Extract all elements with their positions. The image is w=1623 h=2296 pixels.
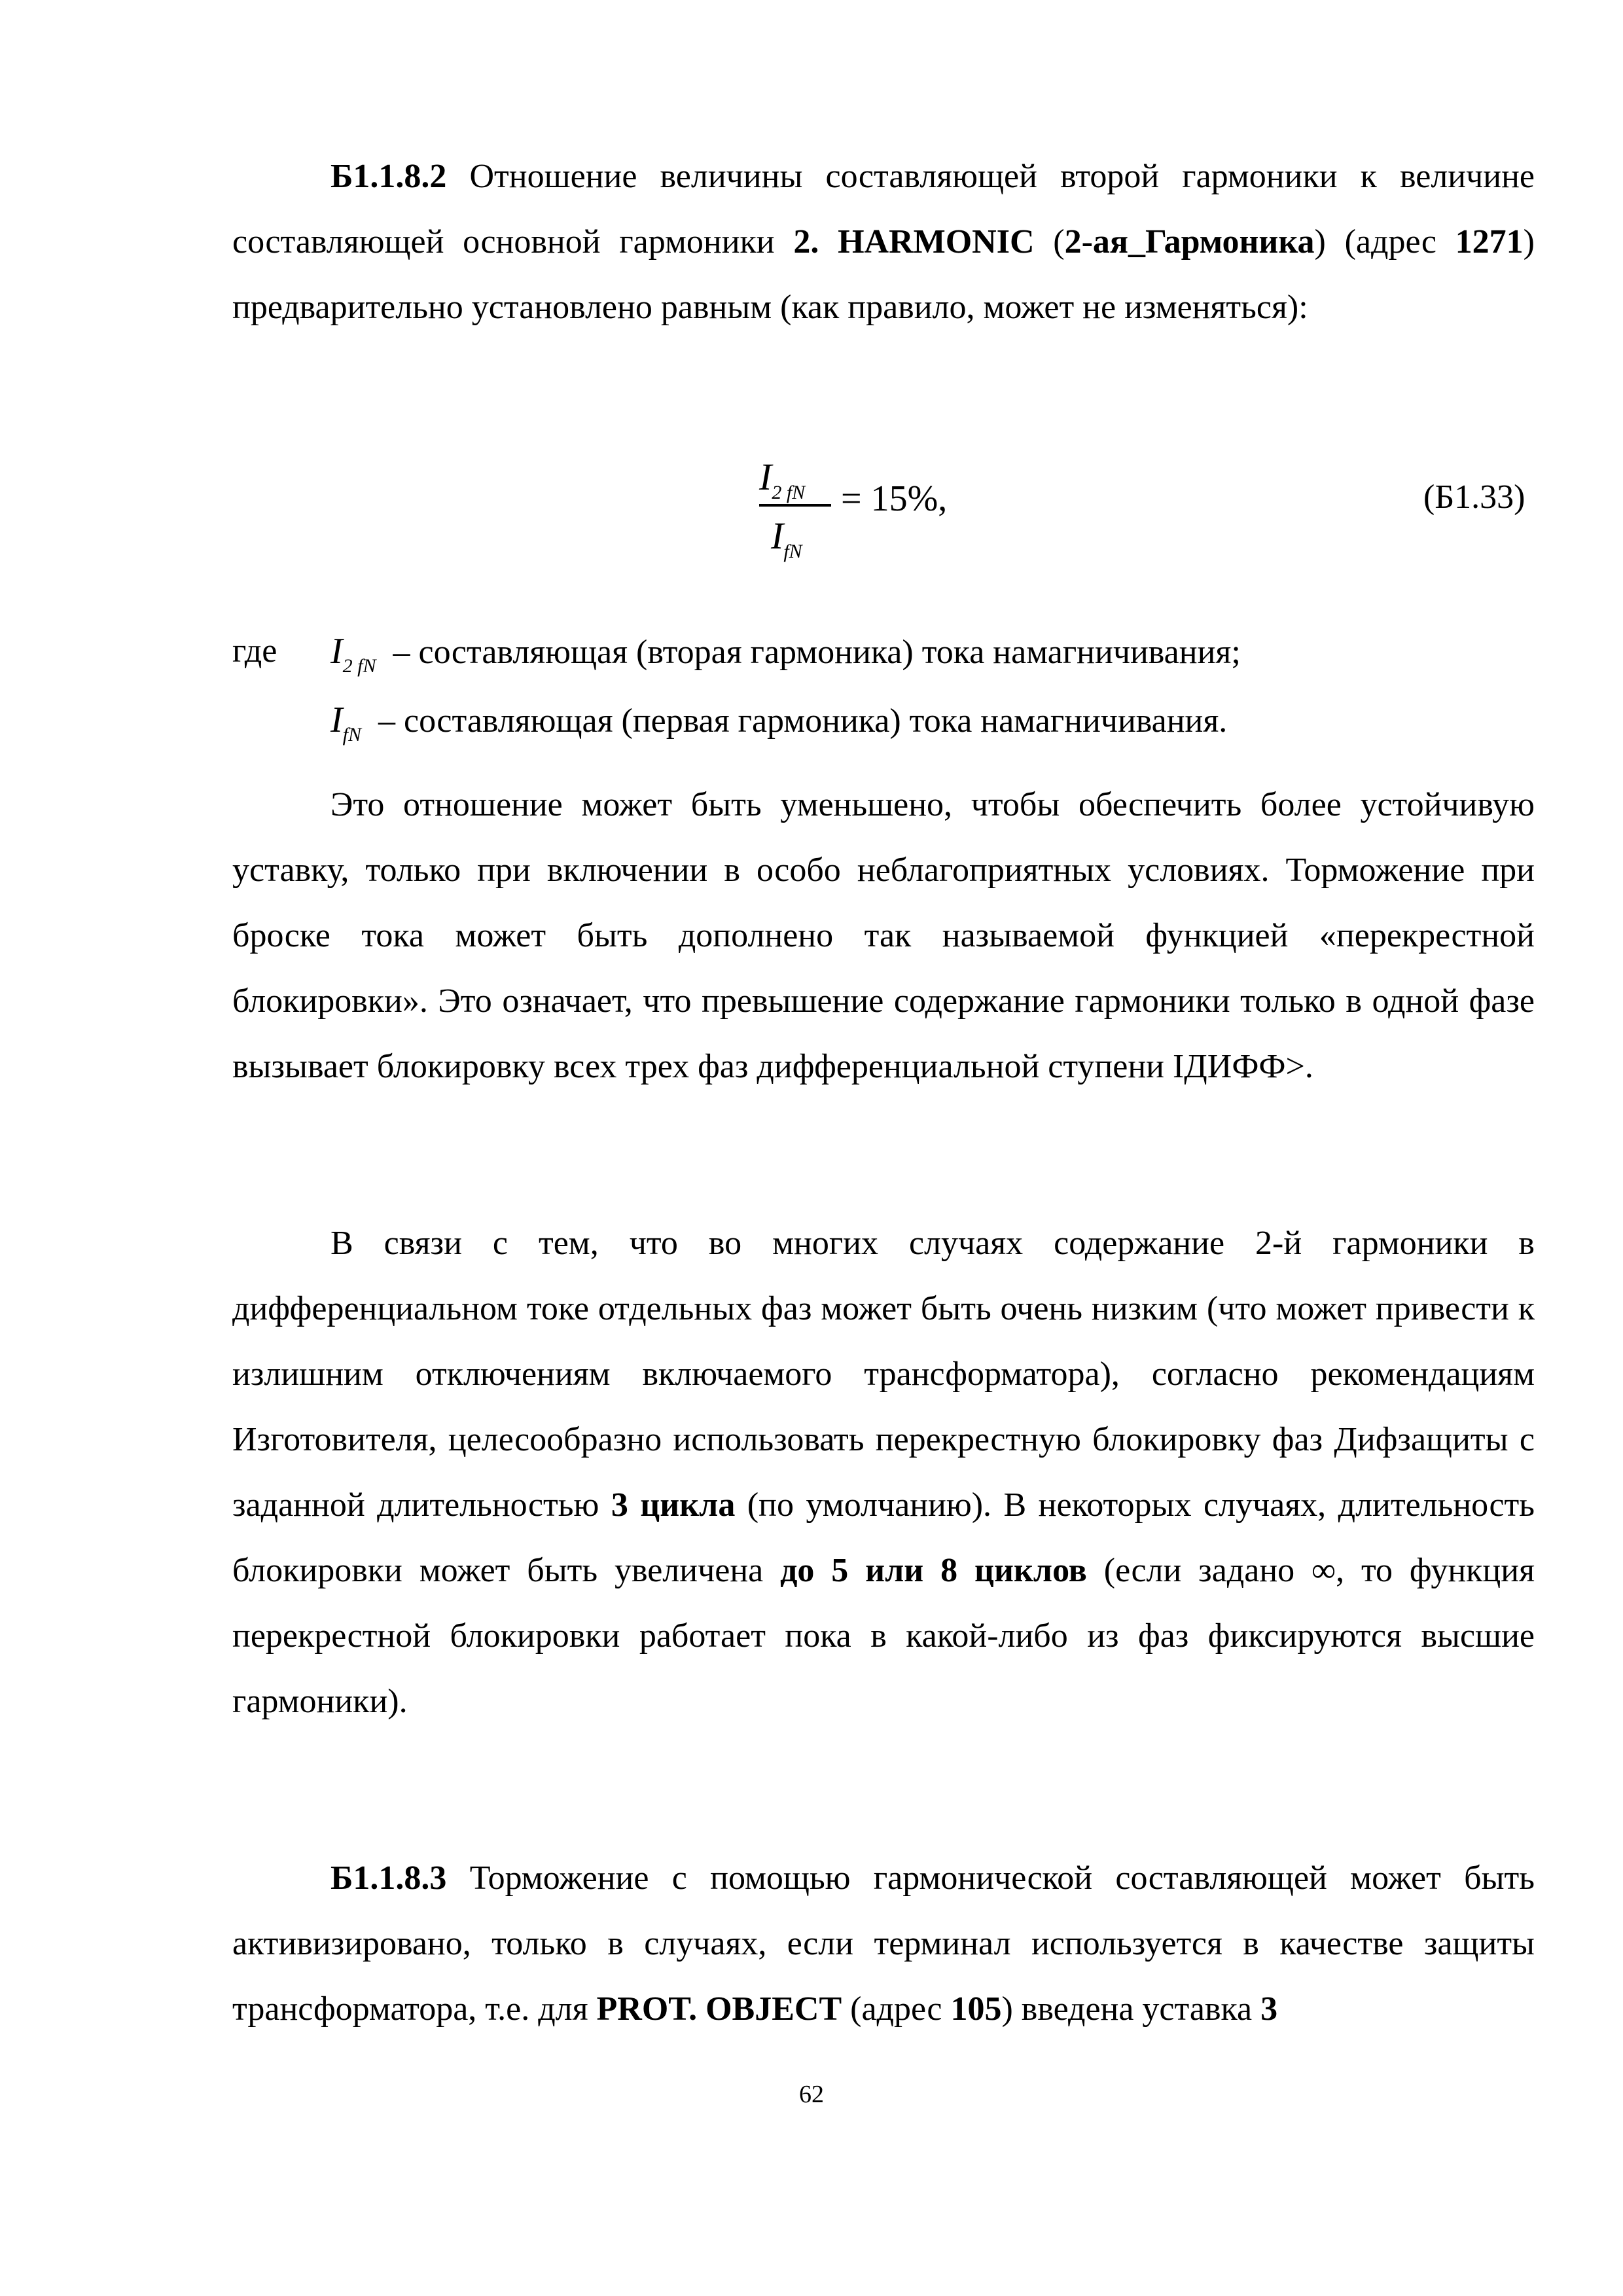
symbol-subscript: fN xyxy=(342,724,362,745)
formula-rhs: = 15%, xyxy=(841,478,948,519)
where-item-1 xyxy=(330,619,1241,690)
parameter-name: PROT. OBJECT xyxy=(596,1990,842,2028)
formula-symbol: I xyxy=(759,456,772,498)
paragraph-text: (по умолчанию). В некоторых случаях, длительность блокировки может быть увеличена xyxy=(232,1486,1535,1589)
section-number: Б1.1.8.2 xyxy=(330,158,447,195)
parameter-name-ru: 2-ая_Гармоника xyxy=(1064,223,1315,260)
paragraph-2 xyxy=(232,1211,1535,1734)
symbol-letter: I xyxy=(330,631,343,672)
parameter-address: 1271 xyxy=(1455,223,1524,260)
formula-fraction xyxy=(759,448,831,579)
paragraph-text: (адрес xyxy=(842,1990,951,2028)
where-item-text: – составляющая (первая гармоника) тока намагничивания. xyxy=(378,702,1228,740)
formula-b1-33 xyxy=(759,448,955,579)
paragraph-text: ) введена уставка xyxy=(1001,1990,1261,2028)
paragraph-text: В связи с тем, что во многих случаях содержание 2-й гармоники в дифференциальном токе отдельных фаз может быть очень низким (что может привести к излишним отключениям включаемого трансформатора), согласно рекомендациям Изготовителя, целесообразно использовать перекрестную блокировку фаз Дифзащиты с заданной длительностью xyxy=(232,1225,1535,1524)
where-symbol xyxy=(330,700,362,745)
section-b1-1-8-3-paragraph xyxy=(232,1846,1535,2042)
parameter-name: 2. HARMONIC xyxy=(793,223,1035,260)
bold-value: 3 цикла xyxy=(611,1486,736,1524)
paragraph-text: ( xyxy=(1034,223,1065,260)
paragraph-1: Это отношение может быть уменьшено, чтобы обеспечить более устойчивую уставку, только при включении в особо неблагоприятных условиях. Торможение при броске тока может быть дополнено так называемой функцией «перекрестной блокировки». Это означает, что превышение содержание гармоники только в одной фазе вызывает блокировку всех трех фаз дифференциальной ступени IДИФФ>. xyxy=(232,786,1535,1085)
paragraph-text: ) (адрес xyxy=(1314,223,1455,260)
paragraph-text: ) предварительно установлено равным (как правило, может не изменяться): xyxy=(232,223,1535,326)
formula-numerator xyxy=(759,455,806,503)
paragraph-text: Отношение величины составляющей второй гармоники к величине составляющей основной гармоники xyxy=(232,158,1535,260)
formula-subscript: fN xyxy=(783,541,802,562)
symbol-letter: I xyxy=(330,700,343,740)
formula-subscript: 2 fN xyxy=(772,482,806,503)
formula-symbol: I xyxy=(771,514,784,557)
equation-number: (Б1.33) xyxy=(1423,478,1525,516)
where-symbol xyxy=(330,631,376,677)
where-label: где xyxy=(232,632,277,670)
formula-denominator xyxy=(771,514,802,562)
section-number: Б1.1.8.3 xyxy=(330,1859,447,1897)
fraction-bar xyxy=(759,504,831,507)
section-b1-1-8-2-paragraph xyxy=(232,144,1535,340)
where-item-text: – составляющая (вторая гармоника) тока намагничивания; xyxy=(393,634,1241,671)
parameter-address: 105 xyxy=(950,1990,1002,2028)
symbol-subscript: 2 fN xyxy=(342,655,376,677)
paragraph-text: (если задано ∞, то функция перекрестной блокировки работает пока в какой-либо из фаз фиксируются высшие гармоники). xyxy=(232,1552,1535,1720)
bold-value: до 5 или 8 циклов xyxy=(780,1552,1087,1589)
page-number: 62 xyxy=(799,2081,824,2108)
setting-value: 3 xyxy=(1260,1990,1278,2028)
where-item-2 xyxy=(330,687,1227,759)
paragraph-text: Торможение с помощью гармонической составляющей может быть активизировано, только в случаях, если терминал используется в качестве защиты трансформатора, т.е. для xyxy=(232,1859,1535,2028)
